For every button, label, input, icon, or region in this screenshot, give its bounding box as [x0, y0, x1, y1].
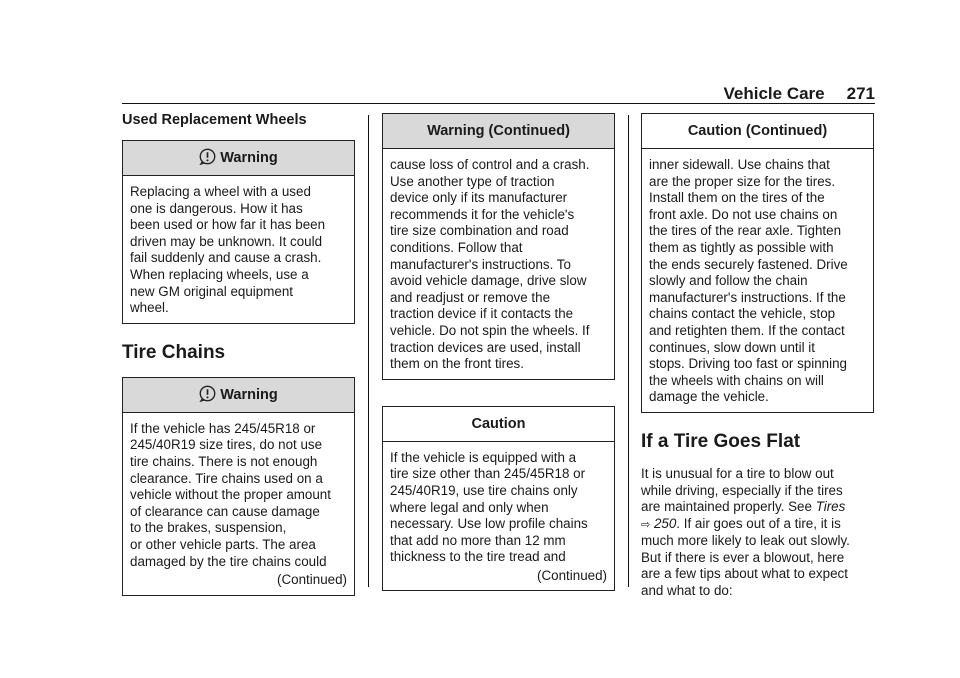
- text-line: the wheels with chains on will: [649, 372, 824, 388]
- text-line: [641, 516, 874, 534]
- text-line: If the vehicle has 245/45R18 or: [130, 420, 316, 436]
- warning-title-text: Warning: [220, 386, 278, 403]
- text-line: device only if its manufacturer: [390, 190, 568, 206]
- warning-title: [123, 378, 354, 413]
- text-line: and readjust or remove the: [390, 289, 551, 305]
- text-line: inner sidewall. Use chains that: [649, 157, 830, 172]
- heading-if-a-tire-goes-flat: If a Tire Goes Flat: [641, 430, 801, 452]
- caution-body: [383, 442, 614, 591]
- page-number: 271: [846, 84, 875, 103]
- text-line: while driving, especially if the tires: [641, 482, 843, 498]
- text-line: damage the vehicle.: [649, 389, 769, 405]
- text-line: where legal and only when: [390, 499, 549, 515]
- text-line: that add no more than 12 mm: [390, 532, 566, 548]
- text-line: But if there is ever a blowout, here: [641, 549, 845, 565]
- text-line: necessary. Use low profile chains: [390, 516, 588, 532]
- text-line: the ends securely fastened. Drive: [649, 256, 848, 272]
- text-line: driven may be unknown. It could: [130, 233, 323, 249]
- text-line: It is unusual for a tire to blow out: [641, 465, 834, 481]
- tires-reference-link[interactable]: Tires: [815, 499, 846, 515]
- column-2: [382, 113, 615, 591]
- text-line: cause loss of control and a crash.: [390, 157, 590, 172]
- warning-icon: [199, 144, 216, 178]
- text-line: been used or how far it has been: [130, 217, 326, 233]
- text-line: vehicle. Do not spin the wheels. If: [390, 322, 590, 338]
- warning-box-tire-chains: [122, 377, 355, 596]
- text-line: traction devices are used, install: [390, 339, 581, 355]
- text-line: Use another type of traction: [390, 173, 555, 189]
- text-line: If the vehicle is equipped with a: [390, 449, 577, 465]
- text-line: much more likely to leak out slowly.: [641, 533, 850, 549]
- text-line: 245/40R19 size tires, do not use: [130, 437, 323, 453]
- tire-flat-paragraph: [641, 466, 874, 600]
- subheading-used-replacement-wheels: Used Replacement Wheels: [122, 112, 307, 128]
- column-divider: [628, 115, 629, 587]
- text-line: When replacing wheels, use a: [130, 266, 309, 282]
- text-line: chains contact the vehicle, stop: [649, 306, 836, 322]
- text-line: thickness to the tire tread and: [390, 549, 566, 565]
- text-line: clearance. Tire chains used on a: [130, 470, 323, 486]
- text-line: them on the front tires.: [390, 356, 524, 372]
- page-header: [700, 84, 875, 104]
- text-line: wheel.: [130, 300, 169, 316]
- caution-body: [642, 149, 873, 412]
- text-line: Install them on the tires of the: [649, 190, 825, 206]
- warning-continued-title: Warning (Continued): [383, 114, 614, 149]
- caution-continued-title: Caution (Continued): [642, 114, 873, 149]
- warning-title-text: Warning: [220, 150, 278, 166]
- text-line: of clearance can cause damage: [130, 503, 320, 519]
- text-fragment: . If air goes out of a tire, it is: [676, 515, 841, 531]
- warning-body: [123, 176, 354, 323]
- warning-box-used-wheels: [122, 140, 355, 324]
- warning-body: [123, 413, 354, 595]
- text-line: manufacturer's instructions. If the: [649, 289, 846, 305]
- warning-title: [123, 141, 354, 176]
- text-line: [641, 499, 874, 516]
- text-line: to the brakes, suspension,: [130, 520, 287, 536]
- text-line: conditions. Follow that: [390, 239, 523, 255]
- warning-icon: [199, 381, 216, 415]
- heading-tire-chains: Tire Chains: [122, 341, 226, 363]
- section-title: Vehicle Care: [723, 84, 825, 103]
- text-line: recommends it for the vehicle's: [390, 206, 575, 222]
- text-line: stops. Driving too fast or spinning: [649, 356, 847, 372]
- warning-body: [383, 149, 614, 379]
- text-line: and retighten them. If the contact: [649, 322, 845, 338]
- column-1: [122, 108, 355, 596]
- text-line: 245/40R19, use tire chains only: [390, 482, 578, 498]
- text-line: are the proper size for the tires.: [649, 173, 836, 189]
- page-reference-number[interactable]: 250: [653, 515, 677, 531]
- text-line: vehicle without the proper amount: [130, 487, 331, 503]
- text-line: slowly and follow the chain: [649, 273, 808, 289]
- text-line: or other vehicle parts. The area: [130, 536, 316, 552]
- text-line: are a few tips about what to expect: [641, 566, 848, 582]
- warning-continued-box: [382, 113, 615, 380]
- text-line: damaged by the tire chains could: [130, 553, 327, 569]
- text-line: Replacing a wheel with a used: [130, 184, 311, 199]
- text-line: tire size other than 245/45R18 or: [390, 466, 586, 482]
- caution-box: [382, 406, 615, 592]
- caution-continued-box: [641, 113, 874, 413]
- text-line: them as tightly as possible with: [649, 239, 834, 255]
- page-reference-arrow-icon: ⇨: [641, 518, 651, 531]
- text-line: continues, slow down until it: [649, 339, 815, 355]
- text-line: fail suddenly and cause a crash.: [130, 250, 322, 266]
- column-3: [641, 113, 874, 600]
- text-line: front axle. Do not use chains on: [649, 206, 838, 222]
- text-line: manufacturer's instructions. To: [390, 256, 571, 272]
- text-line: tire chains. There is not enough: [130, 453, 318, 469]
- text-fragment: are maintained properly. See: [641, 499, 816, 515]
- continued-label: (Continued): [537, 567, 607, 583]
- continued-label: (Continued): [277, 572, 347, 588]
- column-divider: [368, 115, 369, 587]
- text-line: avoid vehicle damage, drive slow: [390, 273, 587, 289]
- text-line: the tires of the rear axle. Tighten: [649, 223, 842, 239]
- text-line: one is dangerous. How it has: [130, 200, 303, 216]
- caution-title: Caution: [383, 407, 614, 442]
- text-line: and what to do:: [641, 583, 733, 599]
- header-rule: [122, 103, 875, 104]
- text-line: new GM original equipment: [130, 283, 294, 299]
- text-line: tire size combination and road: [390, 223, 569, 239]
- text-line: traction device if it contacts the: [390, 306, 574, 322]
